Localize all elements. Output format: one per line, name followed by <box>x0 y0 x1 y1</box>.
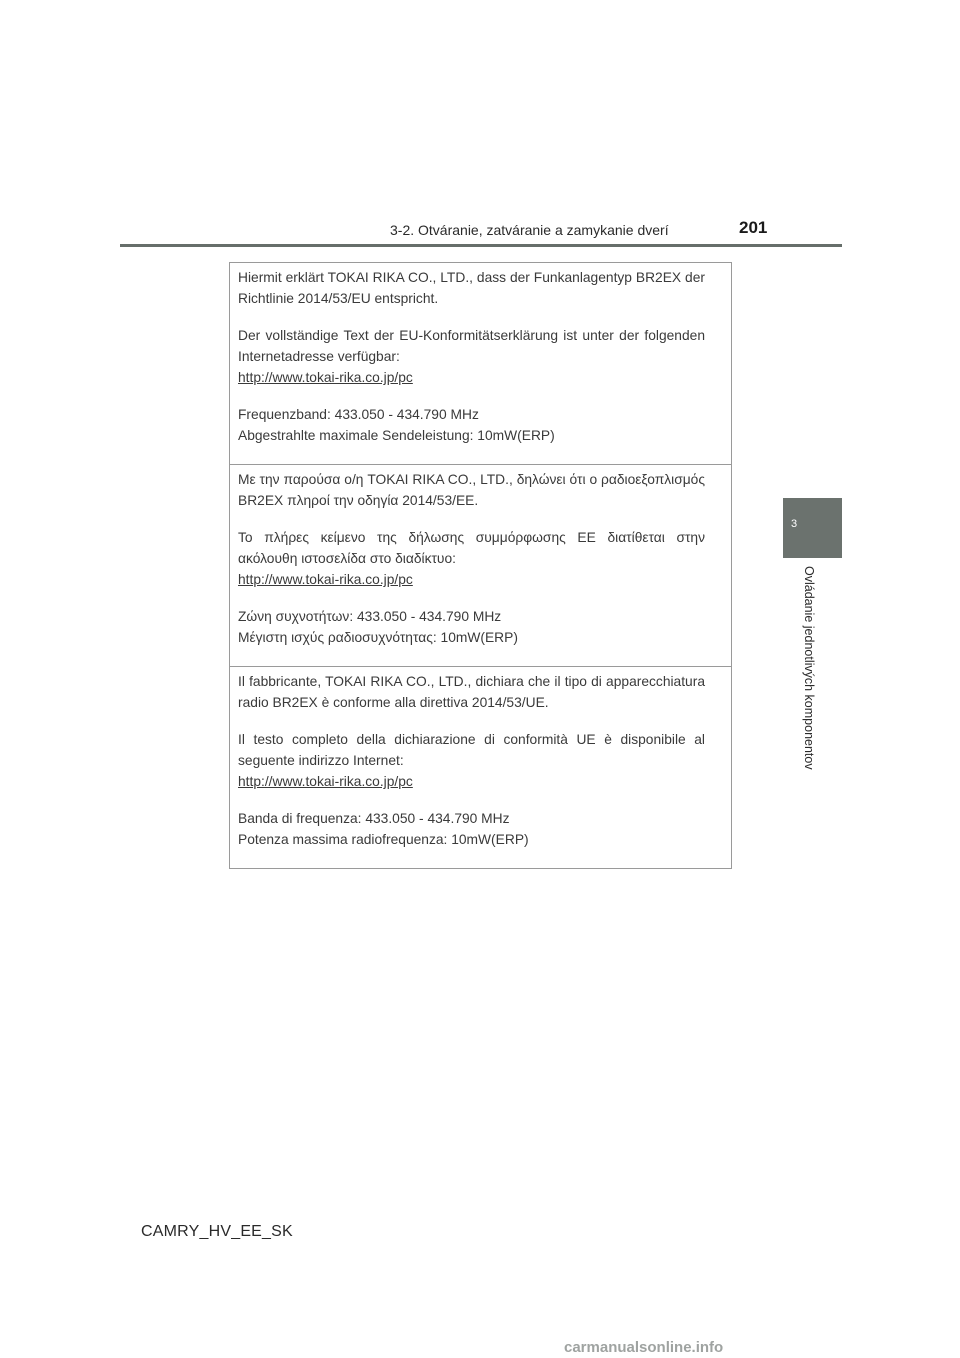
max-power: Abgestrahlte maximale Sendeleistung: 10mW(ERP) <box>238 428 555 443</box>
frequency-band: Ζώνη συχνοτήτων: 433.050 - 434.790 MHz <box>238 609 502 624</box>
page-number: 201 <box>739 218 768 237</box>
max-power: Μέγιστη ισχύς ραδιοσυχνότητας: 10mW(ERP) <box>238 630 518 645</box>
frequency-band: Frequenzband: 433.050 - 434.790 MHz <box>238 407 479 422</box>
declaration-availability: Το πλήρες κείμενο της δήλωσης συμμόρφωσης ΕΕ διατίθεται στην ακόλουθη ιστοσελίδα στο διαδίκτυο: <box>238 530 705 566</box>
declaration-statement: Με την παρούσα ο/η TOKAI RIKA CO., LTD., δηλώνει ότι ο ραδιοεξοπλισμός BR2EX πληροί την οδηγία 2014/53/ΕΕ. <box>238 472 705 508</box>
declaration-statement: Hiermit erklärt TOKAI RIKA CO., LTD., dass der Funkanlagentyp BR2EX der Richtlinie 2014/53/EU entspricht. <box>238 270 705 306</box>
declaration-link[interactable]: http://www.tokai-rika.co.jp/pc <box>238 774 413 789</box>
declaration-link[interactable]: http://www.tokai-rika.co.jp/pc <box>238 370 413 385</box>
manual-code: CAMRY_HV_EE_SK <box>141 1223 293 1240</box>
max-power: Potenza massima radiofrequenza: 10mW(ERP) <box>238 832 529 847</box>
declaration-german <box>230 263 731 464</box>
section-title: 3-2. Otváranie, zatváranie a zamykanie dverí <box>390 222 669 238</box>
chapter-tab <box>783 498 842 558</box>
declaration-greek <box>230 464 731 666</box>
chapter-number: 3 <box>791 518 798 530</box>
frequency-band: Banda di frequenza: 433.050 - 434.790 MHz <box>238 811 510 826</box>
declaration-availability: Der vollständige Text der EU-Konformitätserklärung ist unter der folgenden Internetadresse verfügbar: <box>238 328 705 364</box>
declarations-box <box>229 262 732 869</box>
declaration-link[interactable]: http://www.tokai-rika.co.jp/pc <box>238 572 413 587</box>
watermark: carmanualsonline.info <box>564 1339 724 1356</box>
chapter-title: Ovládanie jednotlivých komponentov <box>802 566 816 770</box>
header-divider <box>120 244 842 247</box>
declaration-availability: Il testo completo della dichiarazione di conformità UE è disponibile al seguente indirizzo Internet: <box>238 732 705 768</box>
declaration-statement: Il fabbricante, TOKAI RIKA CO., LTD., dichiara che il tipo di apparecchiatura radio BR2EX è conforme alla direttiva 2014/53/UE. <box>238 674 705 710</box>
declaration-italian <box>230 666 731 868</box>
